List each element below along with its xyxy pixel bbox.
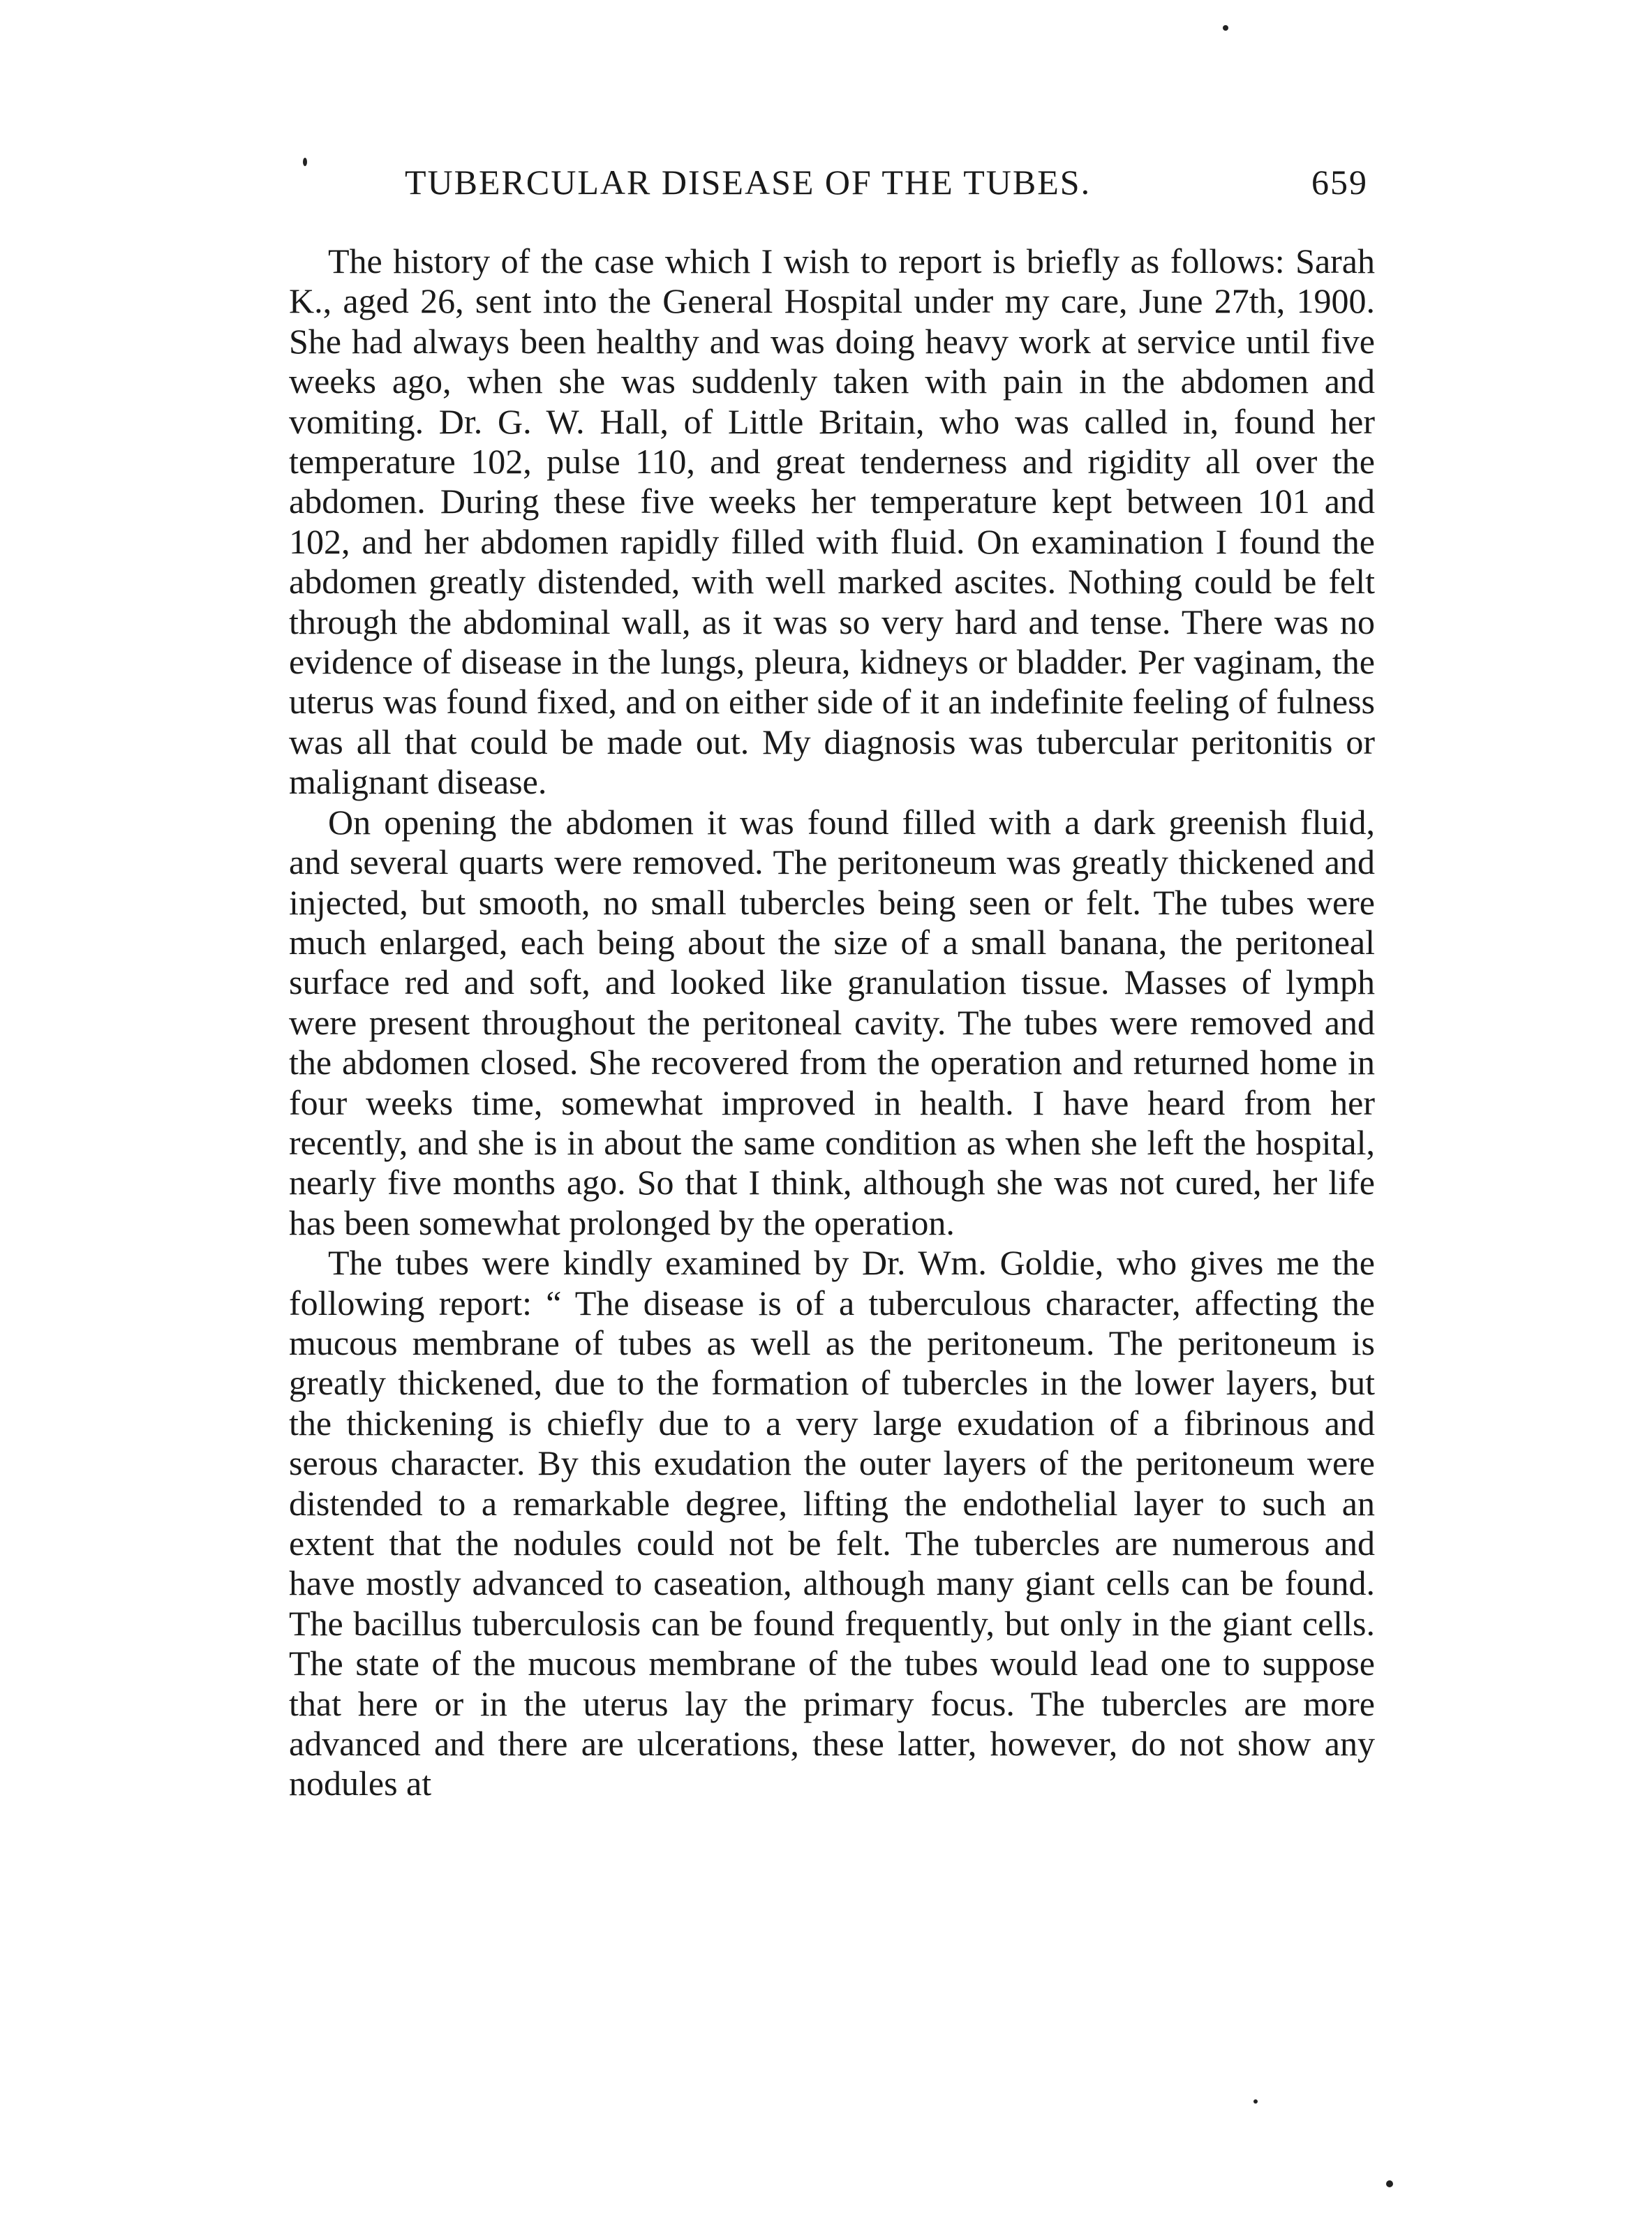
print-speck: [1253, 2099, 1258, 2104]
print-speck: [1386, 2180, 1393, 2187]
body-text: [289, 241, 1375, 1804]
paragraph-operation: On opening the abdomen it was found filled with a dark greenish fluid, and several quarts were removed. The peritoneum was greatly thickened and injected, but smooth, no small tubercles being seen or felt. The tubes were much enlarged, each being about the size of a small banana, the peritoneal surface red and soft, and looked like granulation tissue. Masses of lymph were present throughout the peritoneal cavity. The tubes were removed and the abdomen closed. She recovered from the operation and returned home in four weeks time, somewhat improved in health. I have heard from her recently, and she is in about the same condition as when she left the hospital, nearly five months ago. So that I think, although she was not cured, her life has been somewhat prolonged by the operation.: [289, 802, 1375, 1242]
paragraph-case-history: The history of the case which I wish to report is briefly as follows: Sarah K., aged 26, sent into the General Hospital under my care, June 27th, 1900. She had always been healthy and was doing heavy work at service until five weeks ago, when she was suddenly taken with pain in the abdomen and vomiting. Dr. G. W. Hall, of Little Britain, who was called in, found her temperature 102, pulse 110, and great tenderness and rigidity all over the abdomen. During these five weeks her temperature kept between 101 and 102, and her abdomen rapidly filled with fluid. On examination I found the abdomen greatly distended, with well marked ascites. Nothing could be felt through the abdominal wall, as it was so very hard and tense. There was no evidence of disease in the lungs, pleura, kidneys or bladder. Per vaginam, the uterus was found fixed, and on either side of it an indefinite feeling of fulness was all that could be made out. My diagnosis was tubercular peritonitis or malignant disease.: [289, 241, 1375, 802]
page-number: 659: [1311, 163, 1368, 202]
print-speck: [303, 158, 307, 166]
page-header: [391, 162, 1368, 211]
running-title: TUBERCULAR DISEASE OF THE TUBES.: [405, 163, 1092, 202]
paragraph-pathology-report: The tubes were kindly examined by Dr. Wm. Goldie, who gives me the following report: “ The disease is of a tuberculous character, affecting the mucous membrane of tubes as well as the peritoneum. The peritoneum is greatly thickened, due to the formation of tubercles in the lower layers, but the thickening is chiefly due to a very large exudation of a fibrinous and serous character. By this exudation the outer layers of the peritoneum were distended to a remarkable degree, lifting the endothelial layer to such an extent that the nodules could not be felt. The tubercles are numerous and have mostly advanced to caseation, although many giant cells can be found. The bacillus tuberculosis can be found frequently, but only in the giant cells. The state of the mucous membrane of the tubes would lead one to suppose that here or in the uterus lay the primary focus. The tubercles are more advanced and there are ulcerations, these latter, however, do not show any nodules at: [289, 1243, 1375, 1803]
print-speck: [1223, 25, 1228, 31]
